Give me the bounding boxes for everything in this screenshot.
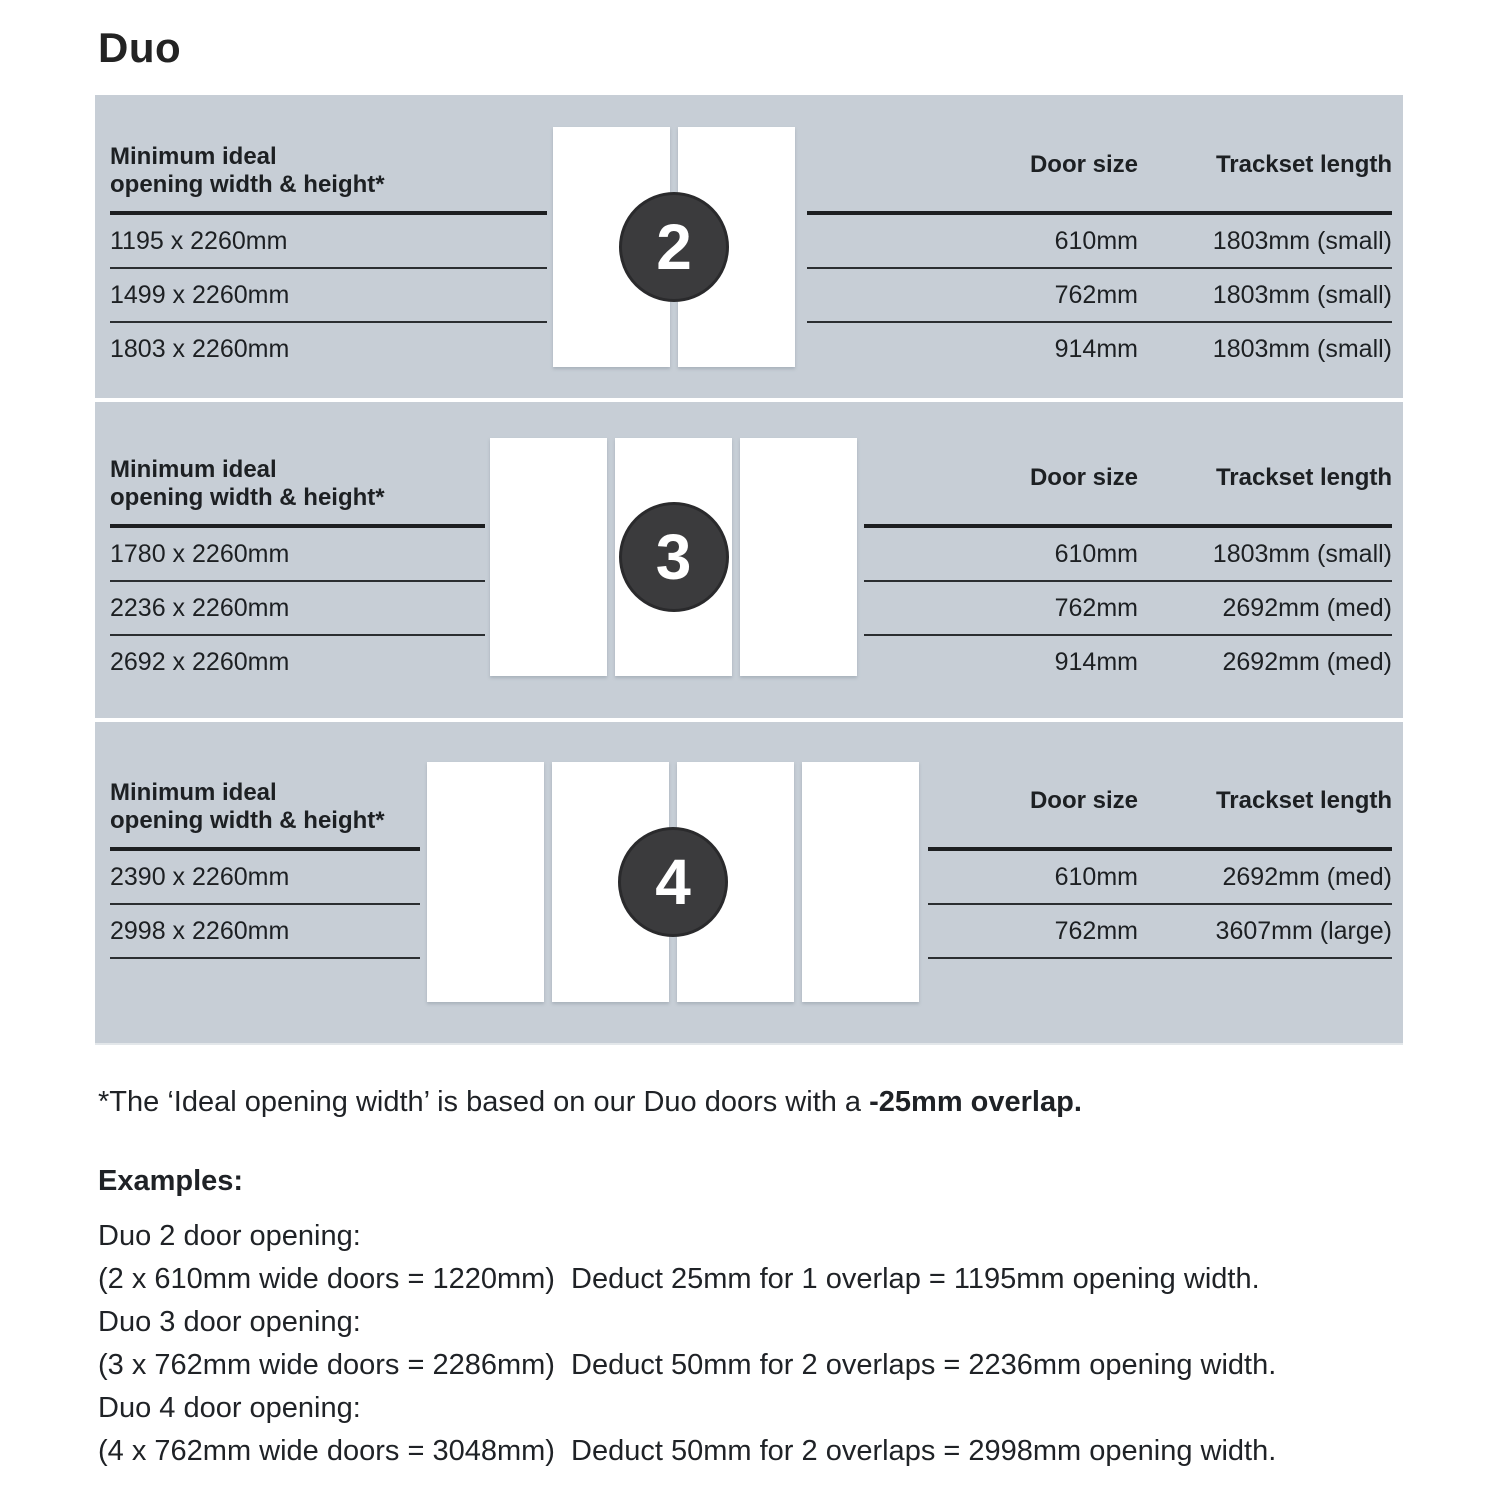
table-row xyxy=(110,215,547,269)
door-trackset-table xyxy=(864,456,1392,688)
opening-size-value: 2692 x 2260mm xyxy=(110,647,290,676)
door-count: 3 xyxy=(655,521,692,593)
door-illustration-2-panel xyxy=(553,127,795,367)
door-trackset-header xyxy=(807,143,1392,187)
trackset-length-column-header: Trackset length xyxy=(1215,787,1392,814)
example-label: Duo 3 door opening: xyxy=(98,1306,361,1338)
opening-size-table xyxy=(110,779,420,959)
door-count-badge xyxy=(619,502,729,612)
door-size-column-header: Door size xyxy=(1029,787,1138,814)
door-size-value: 762mm xyxy=(1054,916,1138,945)
door-panel xyxy=(490,438,607,676)
door-trackset-header xyxy=(864,456,1392,500)
door-size-value: 610mm xyxy=(1054,226,1138,255)
door-size-column-header: Door size xyxy=(1029,151,1138,178)
opening-size-header-line1: Minimum ideal xyxy=(110,779,277,806)
door-illustration-4-panel xyxy=(427,762,919,1002)
opening-size-header-line2: opening width & height* xyxy=(110,484,385,511)
opening-size-header-line1: Minimum ideal xyxy=(110,143,277,170)
door-panel xyxy=(740,438,857,676)
trackset-length-value: 1803mm (small) xyxy=(1212,334,1392,363)
door-trackset-table xyxy=(928,779,1392,959)
trackset-length-value: 2692mm (med) xyxy=(1222,647,1392,676)
table-row xyxy=(864,636,1392,688)
trackset-length-column-header: Trackset length xyxy=(1215,464,1392,491)
table-row xyxy=(807,323,1392,375)
trackset-length-value: 2692mm (med) xyxy=(1222,862,1392,891)
example-label: Duo 4 door opening: xyxy=(98,1392,361,1424)
opening-size-value: 2390 x 2260mm xyxy=(110,862,290,891)
opening-size-value: 2236 x 2260mm xyxy=(110,593,290,622)
table-row xyxy=(110,636,485,688)
trackset-length-value: 2692mm (med) xyxy=(1222,593,1392,622)
opening-size-value: 1499 x 2260mm xyxy=(110,280,290,309)
table-row xyxy=(864,528,1392,582)
trackset-length-value: 3607mm (large) xyxy=(1215,916,1392,945)
door-panel xyxy=(427,762,544,1002)
door-count: 2 xyxy=(656,211,692,283)
door-illustration-3-panel xyxy=(490,438,857,676)
opening-size-value: 2998 x 2260mm xyxy=(110,916,290,945)
opening-size-header-line1: Minimum ideal xyxy=(110,456,277,483)
example-detail: (4 x 762mm wide doors = 3048mm) Deduct 50mm for 2 overlaps = 2998mm opening width. xyxy=(98,1435,1277,1467)
examples-block xyxy=(98,1160,1276,1473)
trackset-length-column-header: Trackset length xyxy=(1215,151,1392,178)
door-size-value: 914mm xyxy=(1054,334,1138,363)
opening-size-header xyxy=(110,143,547,199)
page-title: Duo xyxy=(98,24,182,71)
spec-panel xyxy=(95,95,1403,1045)
table-row xyxy=(110,582,485,636)
footnote-text: *The ‘Ideal opening width’ is based on our Duo doors with a xyxy=(98,1086,870,1118)
table-row xyxy=(110,905,420,959)
door-size-value: 610mm xyxy=(1054,862,1138,891)
door-size-value: 610mm xyxy=(1054,539,1138,568)
door-count-badge xyxy=(619,192,729,302)
section-duo-2-door xyxy=(95,95,1403,398)
table-row xyxy=(864,582,1392,636)
door-trackset-table xyxy=(807,143,1392,375)
trackset-length-value: 1803mm (small) xyxy=(1212,226,1392,255)
table-row xyxy=(928,905,1392,959)
trackset-length-value: 1803mm (small) xyxy=(1212,539,1392,568)
section-duo-4-door xyxy=(95,722,1403,1041)
opening-size-value: 1195 x 2260mm xyxy=(110,226,288,255)
opening-size-value: 1780 x 2260mm xyxy=(110,539,290,568)
door-size-value: 762mm xyxy=(1054,593,1138,622)
opening-size-value: 1803 x 2260mm xyxy=(110,334,290,363)
section-duo-3-door xyxy=(95,402,1403,718)
opening-size-table xyxy=(110,456,485,688)
opening-size-header xyxy=(110,779,420,835)
example-detail: (2 x 610mm wide doors = 1220mm) Deduct 25mm for 1 overlap = 1195mm opening width. xyxy=(98,1263,1260,1295)
door-count: 4 xyxy=(655,846,691,918)
ideal-opening-width-footnote xyxy=(98,1086,1082,1119)
table-row xyxy=(807,269,1392,323)
table-row xyxy=(110,851,420,905)
table-row xyxy=(110,528,485,582)
door-count-badge xyxy=(618,827,728,937)
opening-size-header xyxy=(110,456,485,512)
opening-size-header-line2: opening width & height* xyxy=(110,807,385,834)
example-label: Duo 2 door opening: xyxy=(98,1220,361,1252)
examples-heading: Examples: xyxy=(98,1165,244,1197)
door-trackset-header xyxy=(928,779,1392,823)
table-row xyxy=(110,323,547,375)
footnote-overlap-bold: -25mm overlap. xyxy=(869,1086,1082,1118)
door-size-value: 762mm xyxy=(1054,280,1138,309)
trackset-length-value: 1803mm (small) xyxy=(1212,280,1392,309)
table-row xyxy=(110,269,547,323)
door-panel xyxy=(802,762,919,1002)
example-detail: (3 x 762mm wide doors = 2286mm) Deduct 50mm for 2 overlaps = 2236mm opening width. xyxy=(98,1349,1277,1381)
opening-size-header-line2: opening width & height* xyxy=(110,171,385,198)
table-row xyxy=(807,215,1392,269)
table-row xyxy=(928,851,1392,905)
door-size-column-header: Door size xyxy=(1029,464,1138,491)
opening-size-table xyxy=(110,143,547,375)
door-size-value: 914mm xyxy=(1054,647,1138,676)
